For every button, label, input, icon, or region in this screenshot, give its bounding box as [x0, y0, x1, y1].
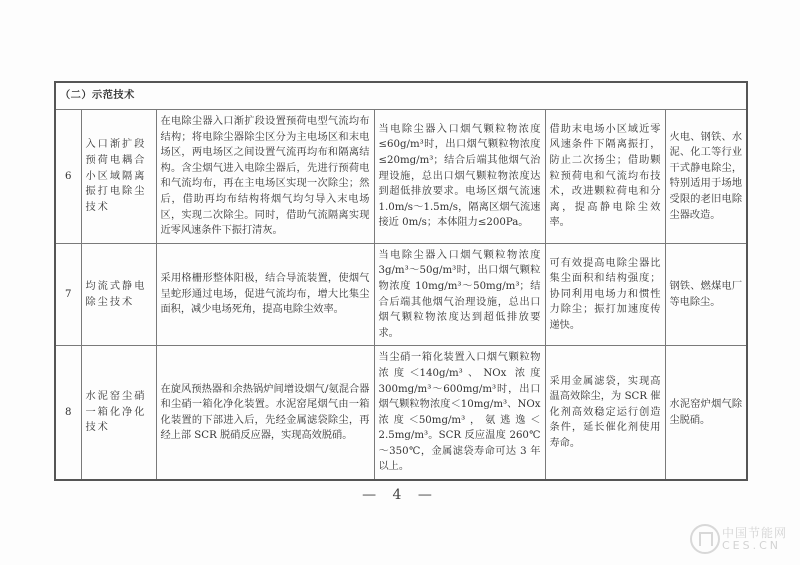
page-number: — 4 —	[362, 487, 438, 503]
technology-name: 均流式静电除尘技术	[81, 243, 156, 346]
watermark	[690, 522, 800, 562]
row-number: 7	[55, 243, 81, 346]
technical-advantages: 借助末电场小区域近零风速条件下隔离振打，防止二次扬尘；借助颗粒预荷电和气流均布技术，改进颗粒荷电和分离，提高静电除尘效率。	[545, 110, 665, 244]
table-row	[55, 243, 747, 346]
section-title: （二）示范技术	[55, 82, 747, 110]
technical-indicators: 当电除尘器入口烟气颗粒物浓度≤60g/m³时，出口烟气颗粒物浓度≤20mg/m³；结合后端其他烟气治理设施，总出口烟气颗粒物浓度达到超低排放要求。电场区烟气流速 1.0m/s～1.5m/s，隔离区烟气流速接近 0m/s；本体阻力≤200Pa。	[374, 110, 545, 244]
application-scope: 水泥窑炉烟气除尘脱硝。	[665, 346, 747, 480]
technical-advantages: 采用金属滤袋，实现高温高效除尘，为 SCR 催化剂高效稳定运行创造条件，延长催化剂使用寿命。	[545, 346, 665, 480]
watermark-cn: 中国节能网	[722, 526, 788, 540]
ces-logo-icon	[690, 524, 720, 554]
technology-name: 入口渐扩段预荷电耦合小区域隔离振打电除尘技术	[81, 110, 156, 244]
watermark-en: CES.CN	[722, 539, 782, 552]
technology-name: 水泥窑尘硝一箱化净化技术	[81, 346, 156, 480]
table-row	[55, 346, 747, 480]
technical-indicators: 当尘硝一箱化装置入口烟气颗粒物浓度＜140g/m³、NOx 浓度 300mg/m³～600mg/m³时，出口烟气颗粒物浓度＜10mg/m³、NOx 浓度＜50mg/m³，氨逃逸＜2.5mg/m³。SCR 反应温度 260℃～350℃，金属滤袋寿命可达 3 年以上。	[374, 346, 545, 480]
application-scope: 钢铁、燃煤电厂等电除尘。	[665, 243, 747, 346]
application-scope: 火电、钢铁、水泥、化工等行业干式静电除尘，特别适用于场地受限的老旧电除尘器改造。	[665, 110, 747, 244]
row-number: 8	[55, 346, 81, 480]
row-number: 6	[55, 110, 81, 244]
table-row	[55, 110, 747, 244]
technical-advantages: 可有效提高电除尘器比集尘面积和结构强度；协同利用电场力和惯性力除尘；振打加速度传递快。	[545, 243, 665, 346]
technology-description: 采用格栅形整体阳极，结合导流装置，使烟气呈蛇形通过电场，促进气流均布，增大比集尘面积，减少电场死角，提高电除尘效率。	[156, 243, 374, 346]
section-header-row	[55, 82, 747, 110]
technology-table	[54, 81, 748, 481]
technology-description: 在电除尘器入口渐扩段设置预荷电型气流均布结构；将电除尘器除尘区分为主电场区和末电场区，两电场区之间设置气流再均布和隔离结构。含尘烟气进入电除尘器后，先进行预荷电和气流均布，再在主电场区实现一次除尘；然后，借助再均布结构将烟气均匀导入末电场区，实现二次除尘。同时，借助气流隔离实现近零风速条件下振打清灰。	[156, 110, 374, 244]
technical-indicators: 当电除尘器入口烟气颗粒物浓度 3g/m³～50g/m³时，出口烟气颗粒物浓度 10mg/m³～50mg/m³；结合后端其他烟气治理设施，总出口烟气颗粒物浓度达到超低排放要求。	[374, 243, 545, 346]
technology-description: 在旋风预热器和余热锅炉间增设烟气/氨混合器和尘硝一箱化净化装置。水泥窑尾烟气由一箱化装置的下部进入后，先经金属滤袋除尘，再经上部 SCR 脱硝反应器，实现高效脱硝。	[156, 346, 374, 480]
